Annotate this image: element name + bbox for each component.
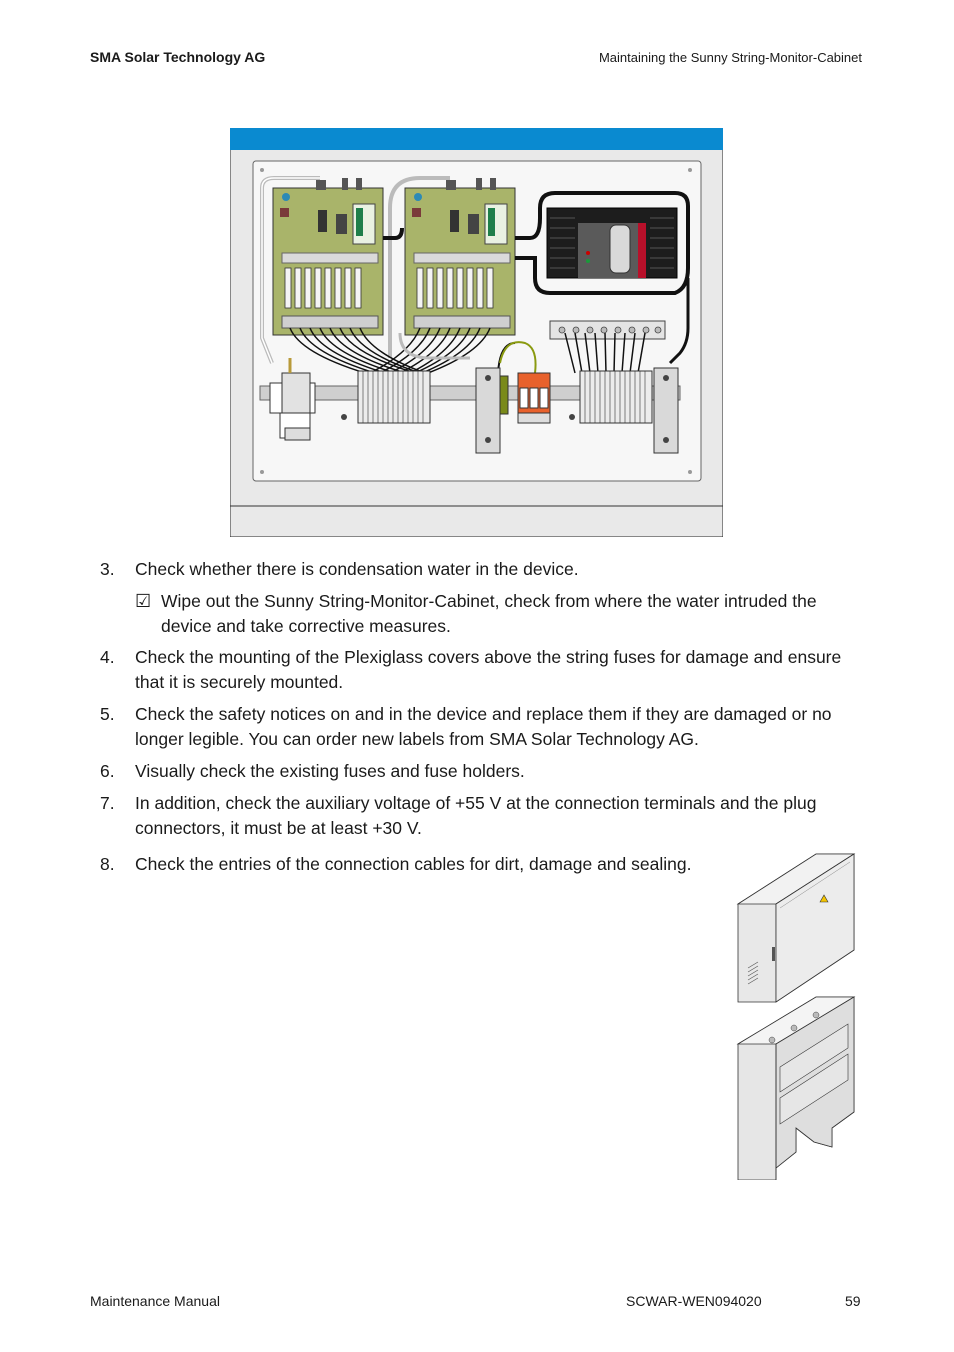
footer-doc-type: Maintenance Manual	[90, 1293, 220, 1309]
cabinet-interior-diagram	[230, 128, 723, 537]
header-section-title: Maintaining the Sunny String-Monitor-Cabinet	[598, 50, 862, 65]
header-company: SMA Solar Technology AG	[90, 49, 266, 65]
result-text: Wipe out the Sunny String-Monitor-Cabinet, check from where the water intruded the device and take corrective measures.	[161, 591, 817, 636]
step-number: 7.	[100, 793, 115, 813]
figure-title-bar	[230, 128, 723, 150]
checkbox-icon: ☑	[135, 591, 152, 611]
step-text: Visually check the existing fuses and fuse holders.	[135, 761, 525, 781]
step-number: 5.	[100, 704, 115, 724]
dc-load-break-switch	[547, 208, 677, 278]
step-text: In addition, check the auxiliary voltage of +55 V at the connection terminals and the plug connectors, it must be at least +30 V.	[135, 793, 817, 838]
string-monitor-board-2	[405, 178, 515, 335]
footer-doc-code: SCWAR-WEN094020	[626, 1293, 762, 1309]
step-number: 3.	[100, 559, 115, 579]
surge-arrester	[518, 373, 550, 423]
step-number: 6.	[100, 761, 115, 781]
step-number: 4.	[100, 647, 115, 667]
step-text: Check the mounting of the Plexiglass covers above the string fuses for damage and ensure that it is securely mounted.	[135, 647, 842, 692]
cabinet-illustration	[736, 852, 856, 1180]
string-monitor-board-1	[273, 178, 383, 335]
step-text: Check whether there is condensation water in the device.	[135, 559, 579, 579]
step-text: Check the safety notices on and in the device and replace them if they are damaged or no longer legible. You can order new labels from SMA Solar Technology AG.	[135, 704, 832, 749]
page-number: 59	[845, 1293, 861, 1309]
terminal-strip-2	[569, 371, 652, 423]
step-text: Check the entries of the connection cables for dirt, damage and sealing.	[135, 854, 692, 874]
step-number: 8.	[100, 854, 115, 874]
